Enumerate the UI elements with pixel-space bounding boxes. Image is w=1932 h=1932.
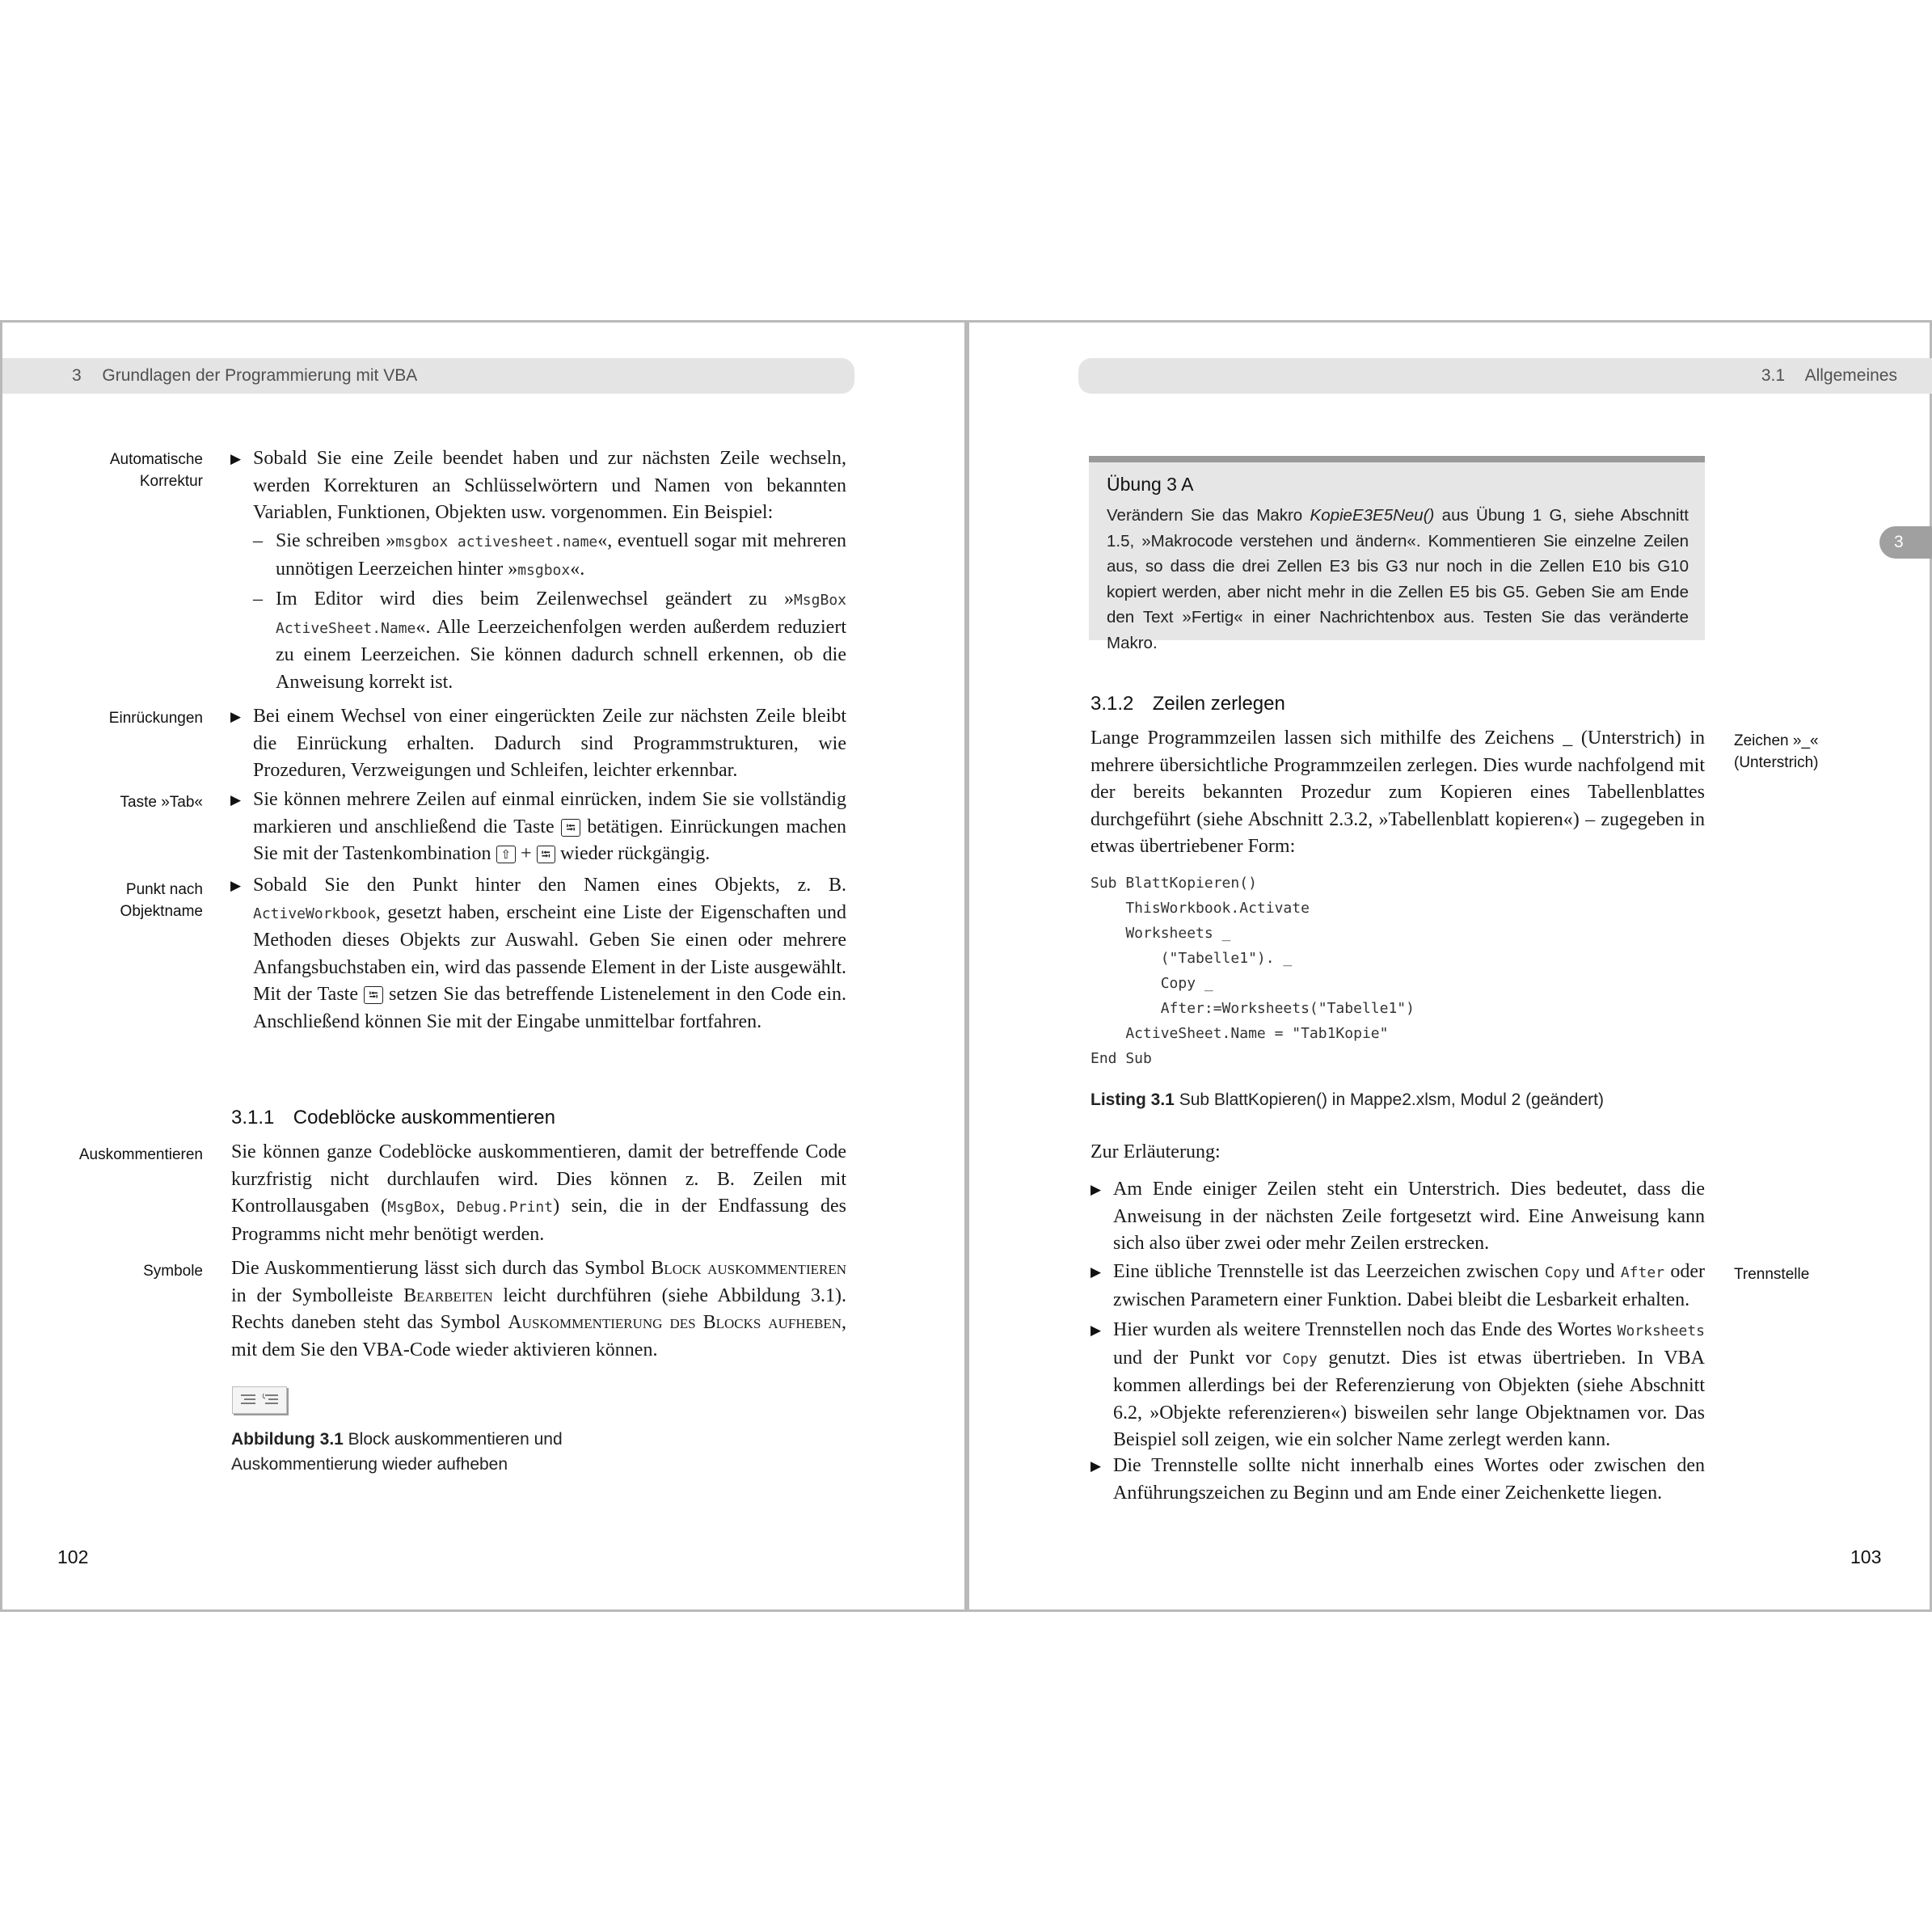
bullet-marker: ▶ [1090, 1458, 1102, 1474]
para2-t1: Die Auskommentierung lässt sich durch das Symbol [231, 1258, 652, 1279]
dash1-post: «. [570, 558, 585, 580]
para2-t2: in der Symbolleiste [231, 1284, 404, 1306]
margin-note-symbole: Symbole [143, 1263, 203, 1280]
b2-c2: After [1620, 1264, 1665, 1281]
b2-t1: Eine übliche Trennstelle ist das Leerzeichen zwischen [1113, 1261, 1545, 1282]
margin-note-auto [51, 449, 203, 492]
exercise-text [1107, 503, 1689, 656]
b3-c1: Worksheets [1617, 1322, 1705, 1339]
para2-sc1: Block auskommentieren [651, 1258, 846, 1279]
margin-note-einrueckungen: Einrückungen [108, 710, 203, 727]
b3-t1: Hier wurden als weitere Trennstellen noch das Ende des Wortes [1113, 1319, 1618, 1340]
section-title: Codeblöcke auskommentieren [293, 1107, 555, 1128]
listing-label: Listing 3.1 [1090, 1090, 1175, 1109]
chapter-title: Grundlagen der Programmierung mit VBA [102, 366, 418, 385]
para-symbole [231, 1255, 846, 1364]
exercise-box [1089, 456, 1705, 652]
code-line: ("Tabelle1"). _ [1090, 950, 1293, 967]
code-listing [1090, 871, 1705, 1071]
comment-block-icon [239, 1391, 259, 1409]
dash2-code: MsgBox ActiveSheet.Name [276, 592, 846, 637]
chapter-tab: 3 [1879, 526, 1932, 559]
tab-key-icon: ⭾ [561, 819, 580, 837]
code-line: Copy _ [1090, 975, 1213, 992]
bullet-tab [253, 787, 846, 868]
bullet4-mid: , gesetzt haben, erscheint eine Liste der Eigenschaften und Methoden dieses Objekts zur Auswahl. Geben Sie einen oder mehrere Anfangsbuchstaben ein, wird das passende Element in der Liste ausgewählt. Mit der Taste [253, 901, 846, 1005]
running-header [1761, 358, 1897, 394]
margin-note-punkt [51, 879, 203, 922]
tab-key-icon: ⭾ [364, 986, 382, 1004]
running-header [72, 358, 417, 394]
margin-note-zeichen [1734, 730, 1896, 774]
exercise-macro: KopieE3E5Neu() [1310, 506, 1435, 525]
section-number: 3.1.1 [231, 1107, 275, 1128]
dash1-mid: «, eventuell sogar mit mehreren unnötigen Leerzeichen hinter » [276, 530, 847, 580]
margin-note-line: Objektname [120, 903, 203, 920]
page-number: 102 [57, 1546, 89, 1567]
code-line: ActiveSheet.Name = "Tab1Kopie" [1090, 1025, 1389, 1042]
uncomment-block-icon [262, 1391, 281, 1409]
bullet3-pre: Sie können mehrere Zeilen auf einmal einrücken, indem Sie sie vollständig markieren und anschließend die Taste [253, 789, 846, 837]
b2-c1: Copy [1544, 1264, 1580, 1281]
bullet-marker: ▶ [230, 878, 242, 893]
dash2-pre: Im Editor wird dies beim Zeilenwechsel geändert zu » [276, 588, 794, 610]
section-title: Allgemeines [1804, 366, 1897, 385]
code-line: Worksheets _ [1090, 925, 1231, 942]
bullet4-code: ActiveWorkbook [253, 905, 376, 922]
bullet3-post: wieder rückgängig. [559, 843, 711, 864]
exercise-t1: Verändern Sie das Makro [1107, 506, 1310, 525]
dash-item-1: – Sie schreiben »msgbox activesheet.name«, eventuell sogar mit mehreren unnötigen Leerzeichen hinter »msgbox«. [253, 530, 847, 580]
bullet-marker: ▶ [1090, 1322, 1102, 1338]
bullet-einrueckungen: Bei einem Wechsel von einer eingerückten Zeile zur nächsten Zeile bleibt die Einrückung erhalten. Dadurch sind Programmstrukturen, wie Prozeduren, Verzweigungen und Schleifen, leichter erkennbar. [253, 706, 846, 781]
margin-note-line: Punkt nach [125, 881, 203, 898]
figure-caption-text: Block auskommentieren und Auskommentierung wieder aufheben [231, 1430, 563, 1474]
bullet4-post: setzen Sie das betreffende Listenelement in den Code ein. Anschließend können Sie mit der Eingabe unmittelbar fortfahren. [253, 984, 847, 1032]
para2-sc2: Bearbeiten [403, 1284, 493, 1306]
margin-note-line: Zeichen »_« [1734, 732, 1819, 749]
para1-sep: , [440, 1196, 457, 1217]
section-heading-311 [231, 1107, 555, 1129]
b3-t2: und der Punkt vor [1113, 1347, 1283, 1369]
code-line: Sub BlattKopieren() [1090, 875, 1257, 892]
dash2-post: «. Alle Leerzeichenfolgen werden außerdem reduziert zu einem Leerzeichen. Sie können dadurch schnell erkennen, ob die Anweisung korrekt ist. [276, 616, 846, 693]
para1-code2: Debug.Print [456, 1199, 554, 1216]
right-page [967, 320, 1932, 1612]
b2-t3: oder zwischen Parametern einer Funktion. Dabei bleibt die Lesbarkeit erhalten. [1113, 1261, 1706, 1310]
plus-sign: + [521, 843, 532, 864]
exercise-t2: aus Übung 1 G, siehe Abschnitt 1.5, »Makrocode verstehen und ändern«. Kommentieren Sie einzelne Zeilen aus, so dass die drei Zellen E3 bis G3 nur noch in die Zellen E10 bis G10 kopiert werden, aber nicht mehr in die Zellen E5 bis G5. Geben Sie am Ende den Text »Fertig« in einer Nachrichtenbox aus. Testen Sie das veränderte Makro. [1107, 506, 1689, 652]
para1-pre: Sie können ganze Codeblöcke auskommentieren, damit der betreffende Code kurzfristig nicht durchlaufen wird. Dies können z. B. Zeilen mit Kontrollausgaben ( [231, 1141, 846, 1217]
section-number: 3.1.2 [1090, 693, 1134, 715]
listing-caption [1090, 1087, 1705, 1112]
b3-c2: Copy [1282, 1350, 1318, 1368]
bullet3-mid: betätigen. Einrückungen machen Sie mit der Tastenkombination [253, 816, 846, 864]
bullet-marker: ▶ [230, 792, 242, 808]
margin-note-line: Automatische [109, 451, 203, 468]
code-line: End Sub [1090, 1050, 1152, 1067]
bullet4-pre: Sobald Sie den Punkt hinter den Namen eines Objekts, z. B. [253, 875, 846, 896]
para2-t4: , mit dem Sie den VBA-Code wieder aktivieren können. [231, 1312, 847, 1360]
intro-paragraph: Lange Programmzeilen lassen sich mithilfe des Zeichens _ (Unterstrich) in mehrere übersichtliche Programmzeilen zerlegen. Dies wurde nachfolgend mit der bereits bekannten Prozedur zum Kopieren eines Tabellenblattes durchgeführt (siehe Abschnitt 2.3.2, »Tabellenblatt kopieren«) – zugegeben in etwas übertriebener Form: [1090, 728, 1705, 857]
code-line: ThisWorkbook.Activate [1090, 900, 1310, 917]
margin-note-line: Korrektur [139, 473, 203, 490]
listing-caption-text: Sub BlattKopieren() in Mappe2.xlsm, Modul 2 (geändert) [1179, 1090, 1604, 1109]
para2-sc3: Auskommentierung des Blocks aufheben [508, 1312, 842, 1333]
left-page [0, 320, 967, 1612]
figure-caption [231, 1427, 603, 1477]
exercise-title: Übung 3 A [1107, 474, 1194, 495]
para1-code1: MsgBox [387, 1199, 441, 1216]
margin-note-trennstelle: Trennstelle [1734, 1266, 1810, 1283]
dash1-code: msgbox activesheet.name [395, 534, 598, 550]
section-heading-312 [1090, 693, 1285, 715]
para2-t3: leicht durchführen (siehe Abbildung 3.1). Rechts daneben steht das Symbol [231, 1284, 846, 1333]
tab-key-icon: ⭾ [537, 846, 555, 863]
page-number: 103 [1850, 1546, 1882, 1567]
dash-item-2: – Im Editor wird dies beim Zeilenwechsel geändert zu »MsgBox ActiveSheet.Name«. Alle Leerzeichenfolgen werden außerdem reduziert zu einem Leerzeichen. Sie können dadurch schnell erkennen, ob die Anweisung korrekt ist. [253, 588, 846, 693]
bullet-marker: ▶ [1090, 1264, 1102, 1280]
shift-key-icon: ⇧ [496, 846, 517, 863]
bullet-weitere-trennstellen [1113, 1317, 1705, 1454]
bullet-unterstrich: Am Ende einiger Zeilen steht ein Unterstrich. Dies bedeutet, dass die Anweisung in der nächsten Zeile fortgesetzt wird. Eine Anweisung kann sich also über zwei oder mehr Zeilen erstrecken. [1113, 1179, 1705, 1254]
bullet-marker: ▶ [230, 451, 242, 466]
figure-label: Abbildung 3.1 [231, 1430, 344, 1449]
b2-t2: und [1580, 1261, 1621, 1282]
b3-t3: genutzt. Dies ist etwas übertrieben. In VBA kommen allerdings bei der Referenzierung von Objekten (siehe Abschnitt 6.2, »Objekte referenzieren«) bisweilen sehr lange Objektnamen vor. Das Beispiel soll zeigen, wie ein solcher Name zerlegt werden kann. [1113, 1347, 1705, 1450]
section-number: 3.1 [1761, 366, 1786, 385]
margin-note-auskommentieren: Auskommentieren [78, 1146, 203, 1163]
bullet-auto-korrektur: Sobald Sie eine Zeile beendet haben und zur nächsten Zeile wechseln, werden Korrekturen an Schlüsselwörtern und Namen von bekannten Variablen, Funktionen, Objekten usw. vorgenommen. Ein Beispiel: [253, 448, 846, 523]
section-title: Zeilen zerlegen [1152, 693, 1285, 715]
erlaeuterung-label: Zur Erläuterung: [1090, 1141, 1221, 1162]
dash1-code2: msgbox [517, 561, 571, 579]
bullet-trennstelle [1113, 1259, 1705, 1314]
bullet-punkt [253, 872, 846, 1036]
figure-toolbar-image [232, 1386, 287, 1414]
para-auskommentieren [231, 1139, 846, 1248]
bullet-wortgrenze: Die Trennstelle sollte nicht innerhalb eines Wortes oder zwischen den Anführungszeichen zu Beginn und am Ende einer Zeichenkette liegen. [1113, 1455, 1705, 1504]
bullet-marker: ▶ [230, 709, 242, 724]
para1-post: ) sein, die in der Endfassung des Programms nicht mehr benötigt werden. [231, 1196, 846, 1245]
margin-note-line: (Unterstrich) [1734, 754, 1819, 771]
dash1-pre: Sie schreiben » [276, 530, 396, 551]
chapter-number: 3 [72, 366, 82, 385]
bullet-marker: ▶ [1090, 1182, 1102, 1197]
margin-note-tab: Taste »Tab« [120, 794, 203, 811]
code-line: After:=Worksheets("Tabelle1") [1090, 1000, 1415, 1017]
